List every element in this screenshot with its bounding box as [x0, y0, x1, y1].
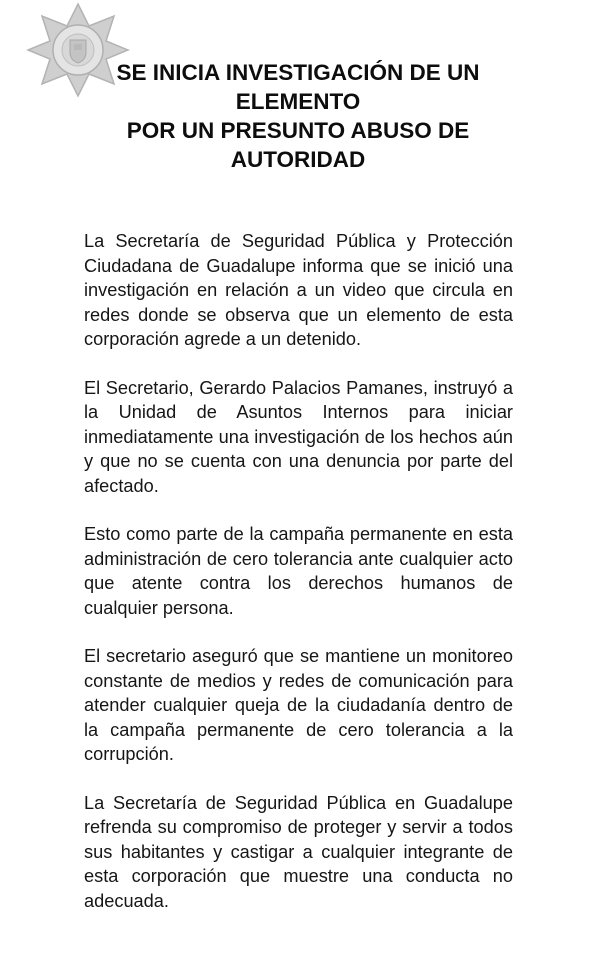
title-line: POR UN PRESUNTO ABUSO DE [126, 118, 470, 143]
title-line: SE INICIA INVESTIGACIÓN DE UN [116, 60, 480, 85]
title-line: AUTORIDAD [230, 147, 366, 172]
press-release-title [96, 58, 500, 174]
title-line: ELEMENTO [235, 89, 361, 114]
paragraph: El Secretario, Gerardo Palacios Pamanes, instruyó a la Unidad de Asuntos Internos para iniciar inmediatamente una investigación de los hechos aún y que no se cuenta con una denuncia por parte del afectado. [84, 377, 513, 496]
paragraph: El secretario aseguró que se mantiene un monitoreo constante de medios y redes de comunicación para atender cualquier queja de la ciudadanía dentro de la campaña permanente de cero tolerancia a la corrupción. [84, 646, 513, 764]
paragraph: La Secretaría de Seguridad Pública y Protección Ciudadana de Guadalupe informa que se inició una investigación en relación a un video que circula en redes donde se observa que un elemento de esta corporación agrede a un detenido. [84, 231, 513, 349]
paragraph: La Secretaría de Seguridad Pública en Guadalupe refrenda su compromiso de proteger y servir a todos sus habitantes y castigar a cualquier integrante de esta corporación que muestre una conducta no adecuada. [84, 792, 513, 911]
paragraph: Esto como parte de la campaña permanente en esta administración de cero tolerancia ante cualquier acto que atente contra los derechos humanos de cualquier persona. [84, 524, 513, 618]
press-release-body [84, 229, 513, 937]
